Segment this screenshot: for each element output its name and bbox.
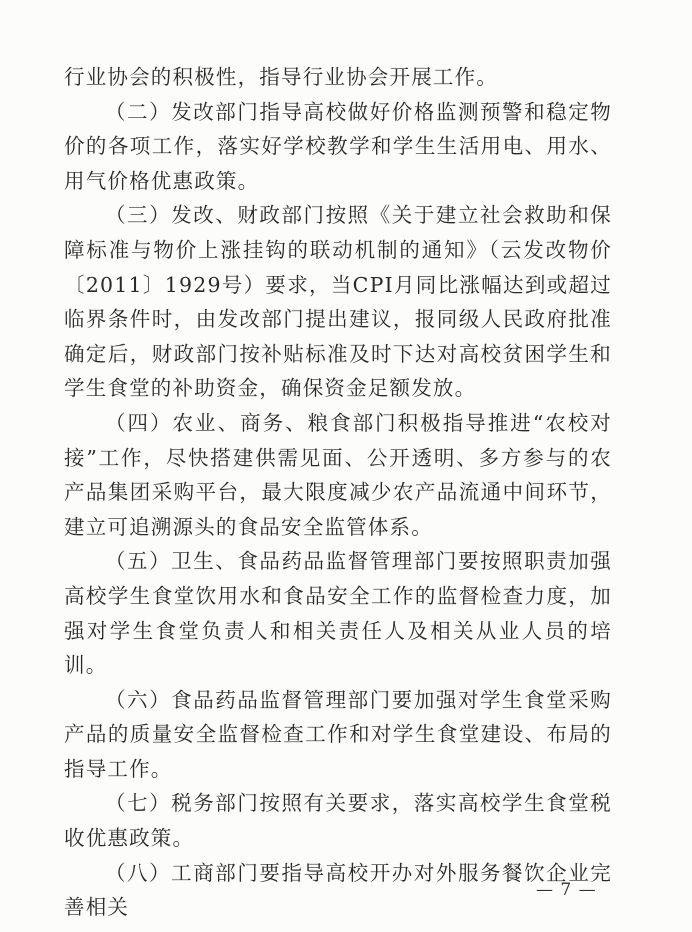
page-number: — 7 — xyxy=(536,880,597,900)
paragraph-3: （三）发改、财政部门按照《关于建立社会救助和保障标准与物价上涨挂钩的联动机制的通知》（云发改物价〔2011〕1929号）要求，当CPI月同比涨幅达到或超过临界条件时，由发改部门提出建议，报同级人民政府批准确定后，财政部门按补贴标准及时下达对高校贫困学生和学生食堂的补助资金，确保资金足额发放。 xyxy=(64,203,612,401)
paragraph-continuation: 行业协会的积极性，指导行业协会开展工作。 xyxy=(64,65,498,89)
paragraph-2: （二）发改部门指导高校做好价格监测预警和稳定物价的各项工作，落实好学校教学和学生生活用电、用水、用气价格优惠政策。 xyxy=(64,99,612,193)
paragraph-8: （八）工商部门要指导高校开办对外服务餐饮企业完善相关 xyxy=(64,860,612,920)
body-text xyxy=(64,60,612,925)
paragraph-6: （六）食品药品监督管理部门要加强对学生食堂采购产品的质量安全监督检查工作和对学生食堂建设、布局的指导工作。 xyxy=(64,687,612,781)
paragraph-4: （四）农业、商务、粮食部门积极指导推进“农校对接”工作，尽快搭建供需见面、公开透明、多方参与的农产品集团采购平台，最大限度减少农产品流通中间环节，建立可追溯源头的食品安全监管体系。 xyxy=(64,410,612,539)
paragraph-5: （五）卫生、食品药品监督管理部门要按照职责加强高校学生食堂饮用水和食品安全工作的监督检查力度，加强对学生食堂负责人和相关责任人及相关从业人员的培训。 xyxy=(64,549,612,678)
paragraph-7: （七）税务部门按照有关要求，落实高校学生食堂税收优惠政策。 xyxy=(64,791,612,851)
